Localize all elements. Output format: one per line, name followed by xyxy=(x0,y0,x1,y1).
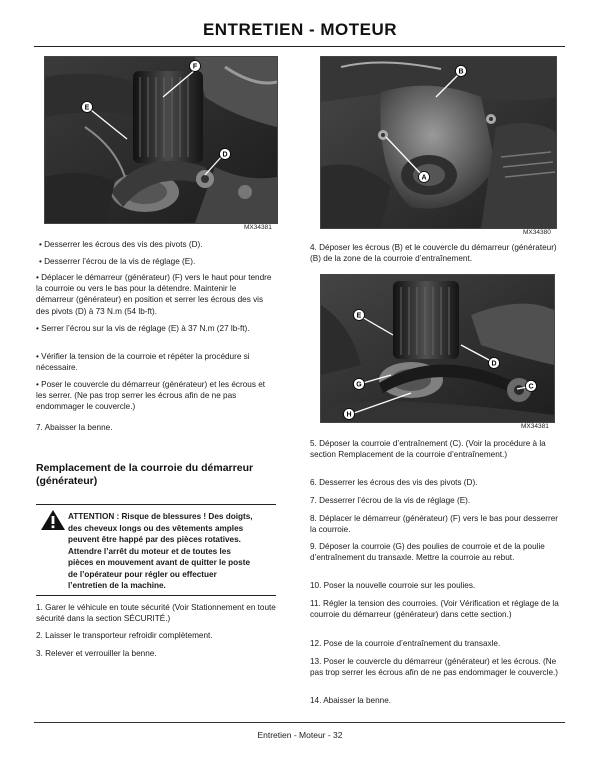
warning-line: peuvent être happé par des pièces rotatives. xyxy=(68,535,241,544)
callout-C: C xyxy=(528,383,534,391)
step-item: 14. Abaisser la benne. xyxy=(310,696,392,705)
callout-D: D xyxy=(491,360,497,368)
figure-id: MX34381 xyxy=(521,423,549,430)
callout-E: E xyxy=(356,312,362,320)
callout-A: A xyxy=(421,174,427,182)
warning-line: des cheveux longs ou des vêtements amples xyxy=(68,523,244,533)
figure-id: MX34380 xyxy=(523,229,551,236)
page-title: ENTRETIEN - MOTEUR xyxy=(202,20,398,39)
warning-line: de l’opérateur pour régler ou effectuer xyxy=(68,569,217,579)
bullet-item: • Déplacer le démarreur (générateur) (F) vers le haut pour tendre la courroie ou vers le bas pour la détendre. Maintenir le démarreur (générateur) en position et serrer les écrous des vis des pivots (D) à 73 N.m (54 lb-ft). xyxy=(36,273,272,316)
footer-rule xyxy=(34,722,565,723)
warning-triangle-icon xyxy=(40,509,66,531)
bullet-item: • Serrer l’écrou sur la vis de réglage (E) à 37 N.m (27 lb-ft). xyxy=(36,324,250,333)
warning-rule xyxy=(36,595,276,596)
step-item: 9. Déposer la courroie (G) des poulies de courroie et de la poulie d’entraînement du transaxle. Mettre la courroie au rebut. xyxy=(310,542,545,563)
callout-F: F xyxy=(192,63,198,71)
callout-D: D xyxy=(222,151,228,159)
engine-photo-starter-cover xyxy=(320,56,557,229)
callout-B: B xyxy=(458,68,464,76)
callout-G: G xyxy=(356,381,362,389)
step-item: 1. Garer le véhicule en toute sécurité (Voir Stationnement en toute sécurité dans la section SÉCURITÉ.) xyxy=(36,603,276,624)
page-footer: Entretien - Moteur - 32 xyxy=(257,730,343,740)
step-item: 5. Déposer la courroie d’entraînement (C). (Voir la procédure à la section Remplacement de la courroie d’entraînement.) xyxy=(310,439,546,460)
warning-title: ATTENTION : Risque de blessures ! Des doigts, xyxy=(68,512,253,521)
step-item: 6. Desserrer les écrous des vis des pivots (D). xyxy=(310,478,478,487)
bullet-item: • Desserrer les écrous des vis des pivots (D). xyxy=(39,240,203,249)
step-item: 8. Déplacer le démarreur (générateur) (F) vers le bas pour desserrer la courroie. xyxy=(310,514,558,535)
step-item: 2. Laisser le transporteur refroidir complètement. xyxy=(36,631,213,640)
warning-line: l’entretien de la machine. xyxy=(68,581,166,590)
engine-photo-starter-adjust xyxy=(44,56,278,224)
callout-E: E xyxy=(84,104,90,112)
step-item: 11. Régler la tension des courroies. (Voir Vérification et réglage de la courroie du démarreur (générateur) dans cette section.) xyxy=(310,599,559,620)
step-item: 10. Poser la nouvelle courroie sur les poulies. xyxy=(310,581,476,590)
bullet-item: • Vérifier la tension de la courroie et répéter la procédure si nécessaire. xyxy=(36,352,250,373)
bullet-item: • Poser le couvercle du démarreur (générateur) et les écrous et les serrer. (Ne pas trop serrer les écrous afin de ne pas endommager le couvercle.) xyxy=(36,380,266,412)
step-item: 7. Desserrer l’écrou de la vis de réglage (E). xyxy=(310,496,471,505)
step-item: 13. Poser le couvercle du démarreur (générateur) et les écrous. (Ne pas trop serrer les écrous afin de ne pas endommager le couvercle.) xyxy=(310,657,559,678)
figure-id: MX34381 xyxy=(244,224,272,231)
engine-photo-belt-removal xyxy=(320,274,555,423)
step-item: 4. Déposer les écrous (B) et le couvercle du démarreur (générateur) (B) de la zone de la courroie d’entraînement. xyxy=(310,243,557,264)
section-heading: Remplacement de la courroie du démarreur (générateur) xyxy=(36,462,254,487)
warning-line: Attendre l’arrêt du moteur et de toutes les xyxy=(68,546,231,556)
warning-line: pièces en mouvement avant de quitter le poste xyxy=(68,558,250,567)
step-item: 12. Pose de la courroie d’entraînement du transaxle. xyxy=(310,639,501,648)
warning-rule xyxy=(36,504,276,505)
bullet-item: • Desserrer l’écrou de la vis de réglage (E). xyxy=(39,257,196,266)
step-item: 7. Abaisser la benne. xyxy=(36,423,113,432)
step-item: 3. Relever et verrouiller la benne. xyxy=(36,649,157,658)
callout-H: H xyxy=(346,411,352,419)
title-rule xyxy=(34,46,565,47)
